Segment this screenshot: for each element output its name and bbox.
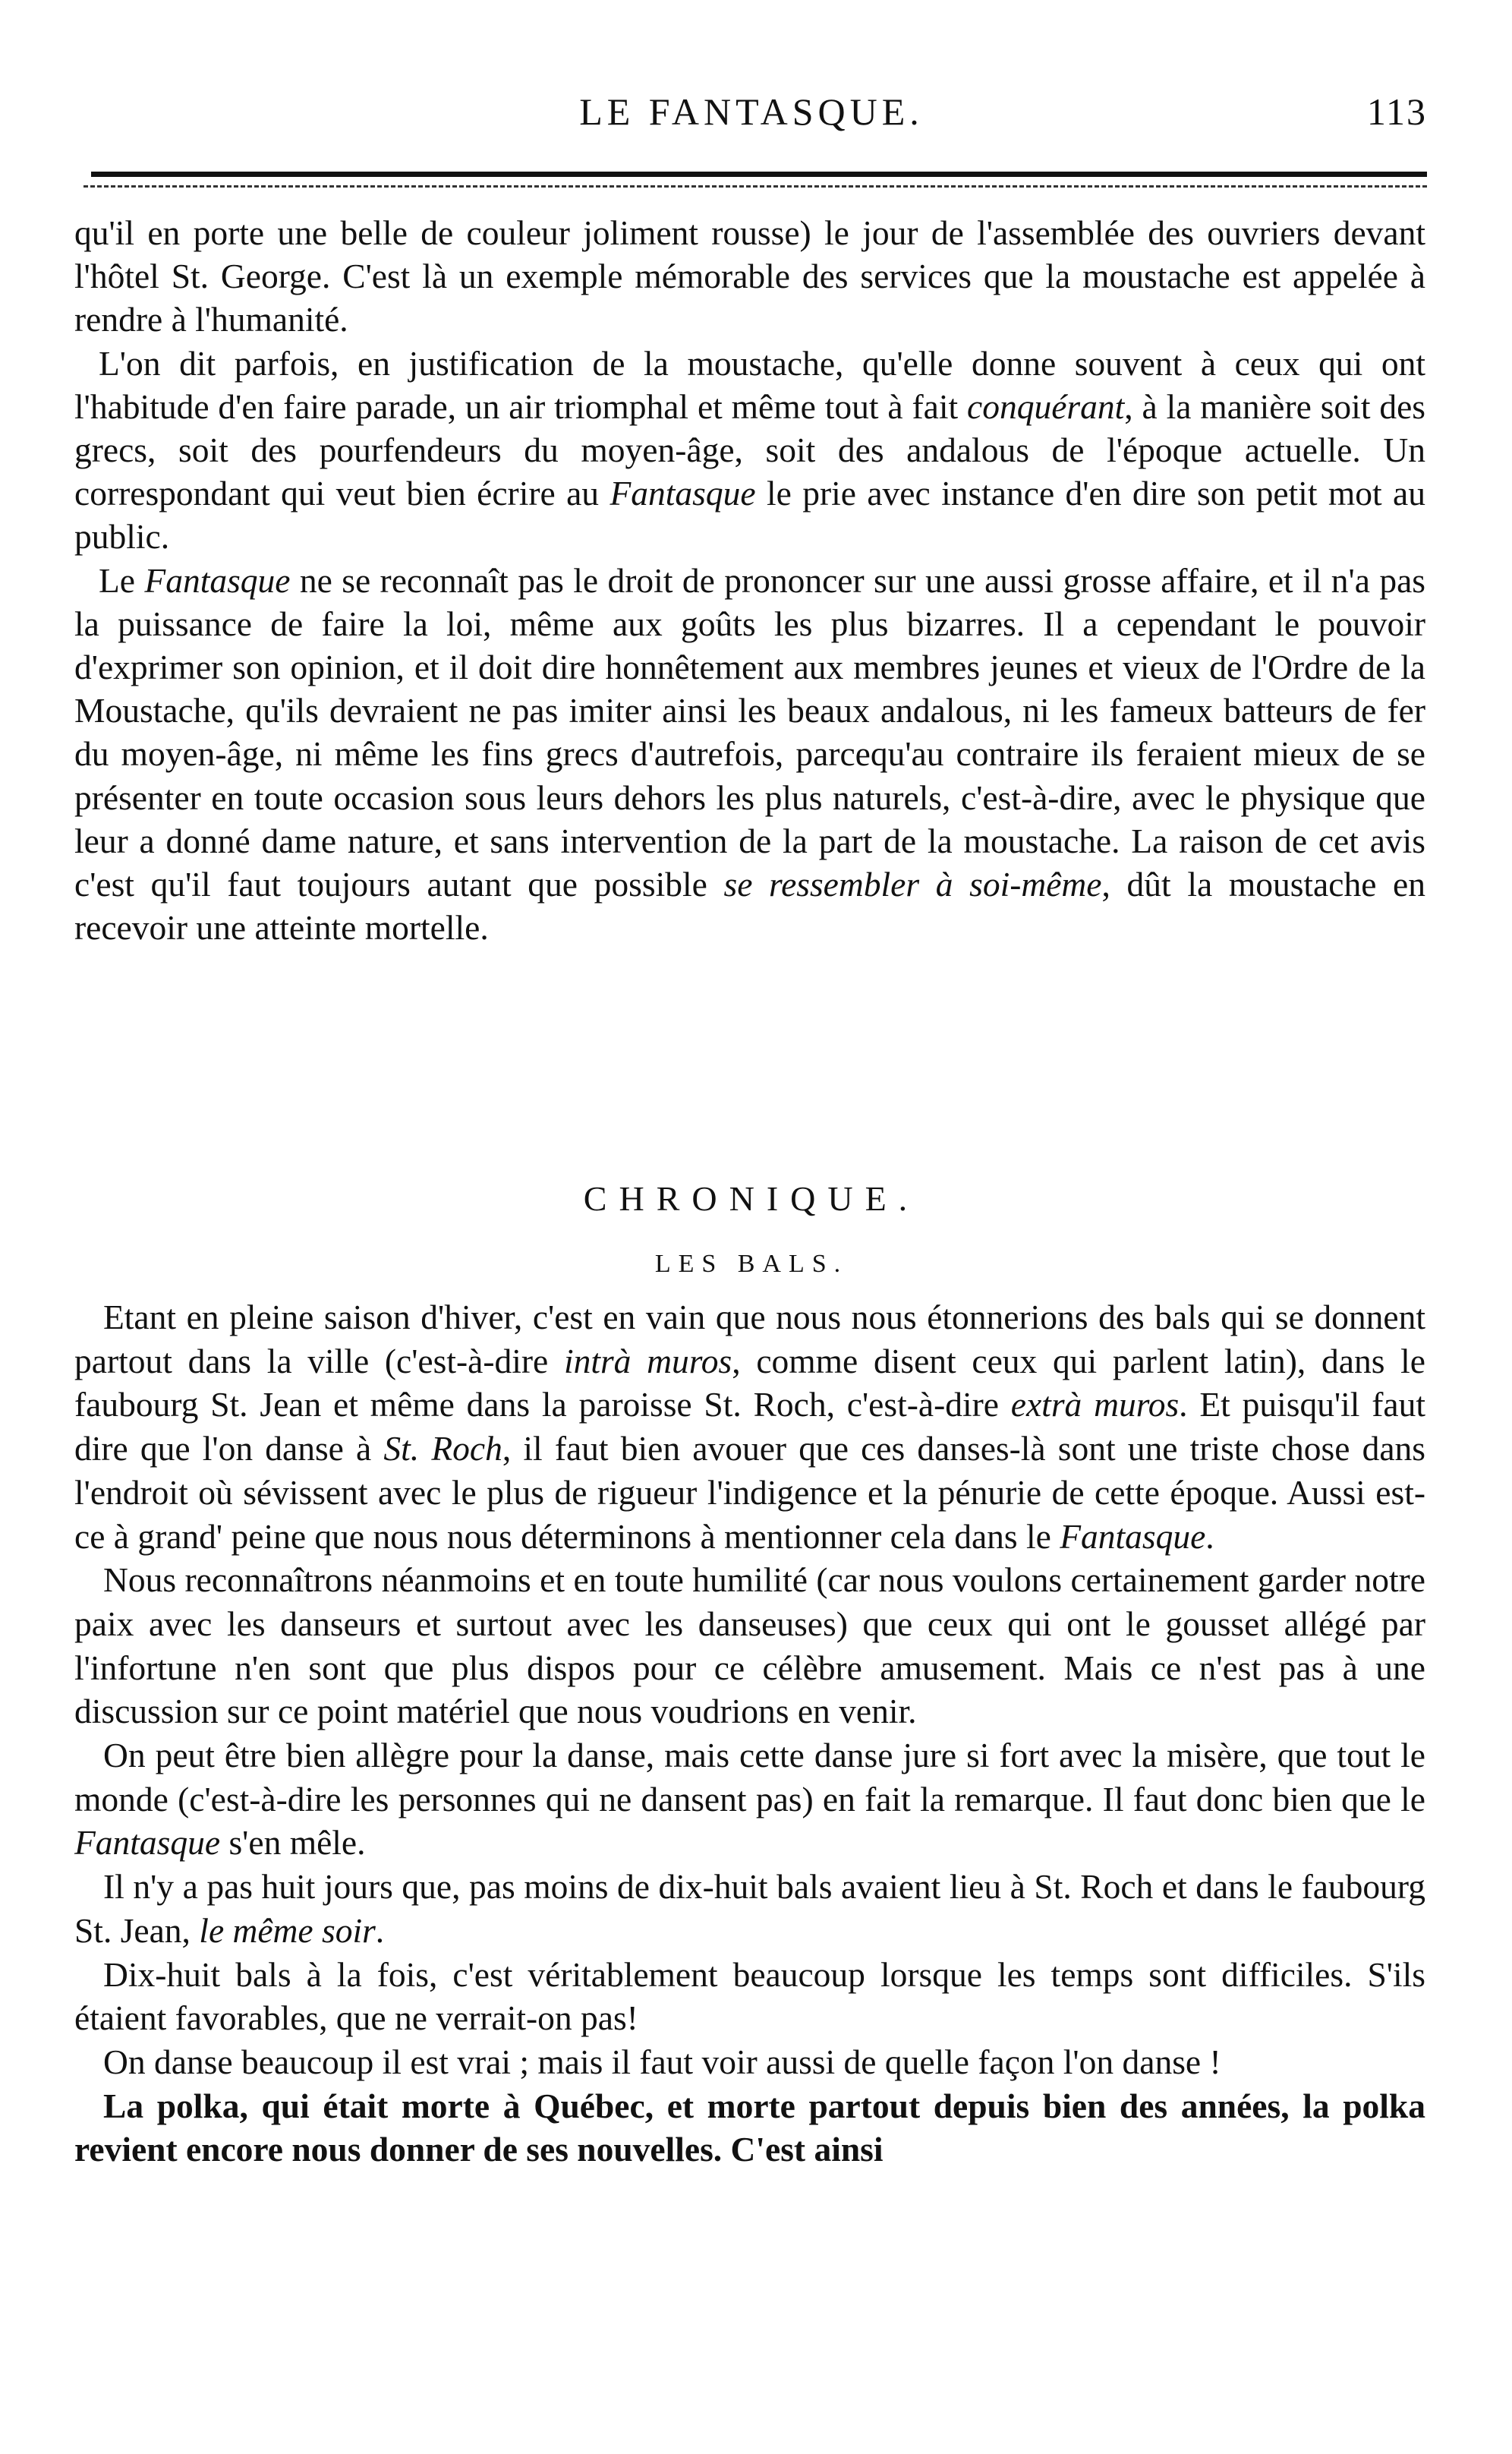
chronique-body	[74, 1295, 1425, 2172]
section-subtitle: LES BALS.	[654, 1250, 849, 1278]
paragraph: Nous reconnaîtrons néanmoins et en toute humilité (car nous voulons certainement garder notre paix avec les danseurs et surtout avec les danseuses) que ceux qui ont le gousset allégé par l'infortune n'en sont que plus dispos pour ce célèbre amusement. Mais ce n'est pas à une discussion sur ce point matériel que nous voudrions en venir.	[74, 1560, 1425, 1731]
paragraph: Il n'y a pas huit jours que, pas moins de dix-huit bals avaient lieu à St. Roch et dans le faubourg St. Jean, le même soir.	[74, 1867, 1425, 1950]
italic-span: conquérant	[967, 386, 1125, 426]
italic-span: se ressembler à soi-même	[723, 865, 1102, 904]
paragraph: On danse beaucoup il est vrai ; mais il faut voir aussi de quelle façon l'on danse !	[103, 2042, 1221, 2081]
page-number: 113	[1366, 90, 1427, 133]
italic-span: St. Roch	[383, 1429, 502, 1468]
paragraph: L'on dit parfois, en justification de la moustache, qu'elle donne souvent à ceux qui ont l'habitude d'en faire parade, un air triomphal et même tout à fait conquérant, à la manière soit des grecs, soit des pourfendeurs du moyen-âge, soit des andalous de l'époque actuelle. Un correspondant qui veut bien écrire au Fantasque le prie avec instance d'en dire son petit mot au public.	[74, 343, 1425, 557]
italic-span: intrà muros	[563, 1341, 732, 1380]
header-rule-thick	[91, 172, 1427, 177]
paragraph: Etant en pleine saison d'hiver, c'est en vain que nous nous étonnerions des bals qui se donnent partout dans la ville (c'est-à-dire intrà muros, comme disent ceux qui parlent latin), dans le faubourg St. Jean et même dans la paroisse St. Roch, c'est-à-dire extrà muros. Et puisqu'il faut dire que l'on danse à St. Roch, il faut bien avouer que ces danses-là sont une triste chose dans l'endroit où sévissent avec le plus de rigueur l'indigence et la pénurie de cette époque. Aussi est-ce à grand' peine que nous nous déterminons à mentionner cela dans le Fantasque.	[74, 1298, 1425, 1556]
running-title: LE FANTASQUE.	[579, 90, 924, 133]
italic-span: Fantasque	[144, 560, 291, 600]
header-rule-thin	[83, 185, 1427, 188]
paragraph: La polka, qui était morte à Québec, et morte partout depuis bien des années, la polka revient encore nous donner de ses nouvelles. C'est ainsi	[74, 2086, 1425, 2169]
italic-span: Fantasque	[74, 1823, 221, 1863]
paragraph: On peut être bien allègre pour la danse, mais cette danse jure si fort avec la misère, que tout le monde (c'est-à-dire les personnes qui ne dansent pas) en fait la remarque. Il faut donc bien que le Fantasque s'en mêle.	[74, 1736, 1425, 1863]
italic-span: Fantasque	[1060, 1516, 1206, 1556]
section-title: CHRONIQUE.	[583, 1179, 920, 1218]
italic-span: Fantasque	[610, 474, 756, 513]
paragraph: qu'il en porte une belle de couleur joliment rousse) le jour de l'assemblée des ouvriers devant l'hôtel St. George. C'est là un exemple mémorable des services que la moustache est appelée à rendre à l'humanité.	[74, 213, 1425, 339]
article-continuation	[74, 211, 1425, 949]
italic-span: le même soir	[199, 1910, 376, 1950]
paragraph: Le Fantasque ne se reconnaît pas le droit de prononcer sur une aussi grosse affaire, et il n'a pas la puissance de faire la loi, même aux goûts les plus bizarres. Il a cependant le pouvoir d'exprimer son opinion, et il doit dire honnêtement aux membres jeunes et vieux de l'Ordre de la Moustache, qu'ils devraient ne pas imiter ainsi les beaux andalous, ni les fameux batteurs de fer du moyen-âge, ni même les fins grecs d'autrefois, parcequ'au contraire ils feraient mieux de se présenter en toute occasion sous leurs dehors les plus naturels, c'est-à-dire, avec le physique que leur a donné dame nature, et sans intervention de la part de la moustache. La raison de cet avis c'est qu'il faut toujours autant que possible se ressembler à soi-même, dût la moustache en recevoir une atteinte mortelle.	[74, 560, 1426, 948]
paragraph: Dix-huit bals à la fois, c'est véritablement beaucoup lorsque les temps sont difficiles. S'ils étaient favorables, que ne verrait-on pas!	[74, 1954, 1425, 2038]
italic-span: extrà muros	[1010, 1385, 1180, 1424]
running-head	[76, 90, 1427, 143]
